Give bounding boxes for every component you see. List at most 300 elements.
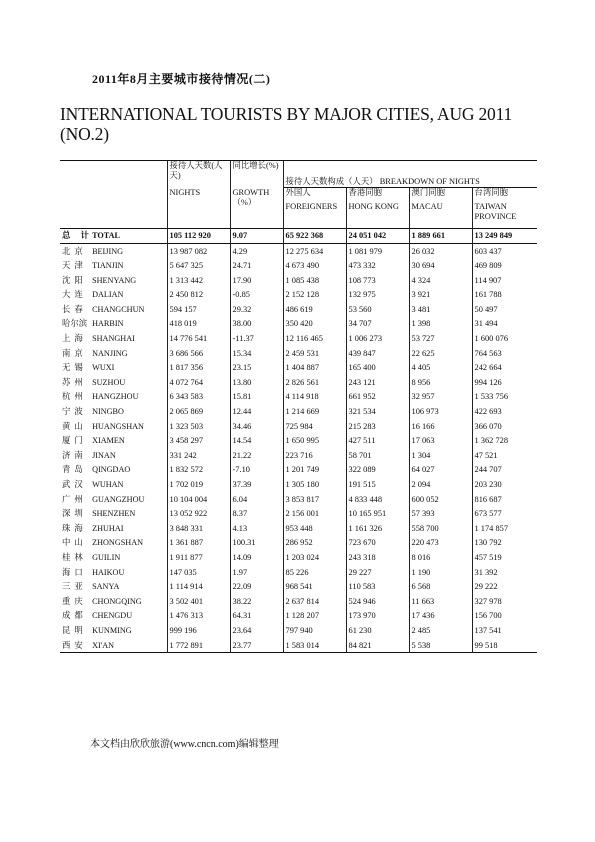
cell-hongkong: 1 006 273	[346, 331, 409, 346]
cell-growth: 23.64	[230, 623, 283, 638]
city-name	[60, 462, 167, 477]
cell-hongkong: 322 089	[346, 462, 409, 477]
table-row	[60, 623, 537, 638]
table-row	[60, 477, 537, 492]
cell-macau: 220 473	[409, 535, 472, 550]
cell-nights: 2 450 812	[167, 287, 230, 302]
cell-hongkong: 58 701	[346, 448, 409, 463]
city-name	[60, 404, 167, 419]
cell-nights: 147 035	[167, 565, 230, 580]
cell-nights: 10 104 004	[167, 492, 230, 507]
header-foreigners-cn: 外国人	[285, 188, 311, 197]
city-name-cn: 苏州	[62, 377, 87, 387]
cell-hongkong: 524 946	[346, 594, 409, 609]
city-name-cn: 杭州	[62, 392, 87, 402]
city-name	[60, 331, 167, 346]
city-name	[60, 244, 167, 259]
cell-growth: 22.09	[230, 579, 283, 594]
table-row	[60, 360, 537, 375]
cell-foreigners: 1 650 995	[283, 433, 346, 448]
city-name-en: WUHAN	[92, 480, 124, 489]
cell-foreigners: 486 619	[283, 302, 346, 317]
cell-growth: 15.34	[230, 346, 283, 361]
table-row	[60, 638, 537, 653]
cell-hongkong: 84 821	[346, 638, 409, 653]
cell-hongkong: 439 847	[346, 346, 409, 361]
table-row	[60, 448, 537, 463]
cell-hongkong: 34 707	[346, 316, 409, 331]
city-name-en: WUXI	[92, 363, 115, 373]
cell-hongkong: 473 332	[346, 258, 409, 273]
city-name-en: SHANGHAI	[92, 334, 135, 344]
city-name-cn: 南京	[62, 348, 87, 358]
cell-taiwan: 603 437	[472, 244, 537, 259]
city-name	[60, 565, 167, 580]
table-row	[60, 565, 537, 580]
cell-taiwan: 161 788	[472, 287, 537, 302]
city-name-en: HARBIN	[92, 319, 124, 329]
header-macau-en: MACAU	[411, 202, 443, 211]
header-macau	[409, 188, 472, 223]
cell-nights: 3 848 331	[167, 521, 230, 536]
city-name-cn: 桂林	[62, 552, 87, 562]
city-name	[60, 579, 167, 594]
header-nights-en: NIGHTS	[167, 188, 230, 223]
cell-hongkong: 165 400	[346, 360, 409, 375]
cell-growth: 14.09	[230, 550, 283, 565]
table-row	[60, 258, 537, 273]
cell-growth: 38.22	[230, 594, 283, 609]
city-name-cn: 北京	[62, 246, 87, 256]
city-name-cn: 无锡	[62, 363, 87, 373]
cell-taiwan: 137 541	[472, 623, 537, 638]
city-name-en: XIAMEN	[92, 436, 125, 446]
header-hongkong-cn: 香港同胞	[348, 188, 382, 197]
cell-foreigners: 12 116 465	[283, 331, 346, 346]
cell-growth: -0.85	[230, 287, 283, 302]
cell-nights: 4 072 764	[167, 375, 230, 390]
table-row	[60, 579, 537, 594]
cell-nights: 594 157	[167, 302, 230, 317]
city-name	[60, 302, 167, 317]
cell-macau: 16 166	[409, 419, 472, 434]
cell-taiwan: 457 519	[472, 550, 537, 565]
city-name-cn: 昆明	[62, 625, 87, 635]
cell-growth: 29.32	[230, 302, 283, 317]
total-growth: 9.07	[230, 229, 283, 244]
cell-taiwan: 203 230	[472, 477, 537, 492]
cell-taiwan: 47 521	[472, 448, 537, 463]
cell-hongkong: 29 227	[346, 565, 409, 580]
cell-foreigners: 12 275 634	[283, 244, 346, 259]
city-name-en: NINGBO	[92, 407, 124, 417]
city-name-en: ZHUHAI	[92, 523, 124, 533]
cell-hongkong: 661 952	[346, 389, 409, 404]
cell-nights: 1 313 442	[167, 273, 230, 288]
cell-growth: 4.13	[230, 521, 283, 536]
cell-growth: 34.46	[230, 419, 283, 434]
city-name-en: CHENGDU	[92, 611, 133, 621]
cell-foreigners: 223 716	[283, 448, 346, 463]
city-name-en: SHENZHEN	[92, 509, 136, 519]
city-name-en: HANGZHOU	[92, 392, 139, 402]
city-name-cn: 济南	[62, 450, 87, 460]
cell-nights: 1 323 503	[167, 419, 230, 434]
cell-macau: 1 398	[409, 316, 472, 331]
table-row	[60, 492, 537, 507]
total-macau: 1 889 661	[409, 229, 472, 244]
cell-nights: 1 911 877	[167, 550, 230, 565]
cell-hongkong: 173 970	[346, 608, 409, 623]
table-row	[60, 419, 537, 434]
city-name-en: KUNMING	[92, 625, 132, 635]
cell-macau: 2 485	[409, 623, 472, 638]
cell-taiwan: 31 494	[472, 316, 537, 331]
header-taiwan	[472, 188, 537, 223]
cell-foreigners: 2 459 531	[283, 346, 346, 361]
total-nights: 105 112 920	[167, 229, 230, 244]
city-name	[60, 389, 167, 404]
cell-nights: 3 458 297	[167, 433, 230, 448]
table-row	[60, 550, 537, 565]
cell-taiwan: 422 693	[472, 404, 537, 419]
cell-macau: 57 393	[409, 506, 472, 521]
cell-growth: 15.81	[230, 389, 283, 404]
city-name-cn: 深圳	[62, 509, 87, 519]
cell-taiwan: 327 978	[472, 594, 537, 609]
header-hongkong-en: HONG KONG	[348, 202, 399, 211]
cell-taiwan: 1 533 756	[472, 389, 537, 404]
cell-hongkong: 723 670	[346, 535, 409, 550]
cell-macau: 3 481	[409, 302, 472, 317]
city-name-cn: 沈阳	[62, 275, 87, 285]
city-name-en: GUANGZHOU	[92, 494, 145, 504]
city-name	[60, 287, 167, 302]
cell-hongkong: 215 283	[346, 419, 409, 434]
city-name-en: GUILIN	[92, 552, 121, 562]
cell-growth: 21.22	[230, 448, 283, 463]
table-row	[60, 608, 537, 623]
table-row	[60, 404, 537, 419]
city-name	[60, 360, 167, 375]
header-growth-unit: （%）	[232, 197, 257, 207]
table-row	[60, 433, 537, 448]
header-foreigners	[283, 188, 346, 223]
cell-macau: 5 538	[409, 638, 472, 653]
city-name-en: SUZHOU	[92, 377, 126, 387]
cell-nights: 14 776 541	[167, 331, 230, 346]
city-name-en: SANYA	[92, 582, 120, 592]
header-blank-2	[60, 188, 167, 223]
cell-taiwan: 99 518	[472, 638, 537, 653]
cell-macau: 3 921	[409, 287, 472, 302]
cell-foreigners: 2 152 128	[283, 287, 346, 302]
city-name-cn: 中山	[62, 538, 87, 548]
city-name-en: CHONGQING	[92, 596, 142, 606]
cell-foreigners: 4 114 918	[283, 389, 346, 404]
cell-macau: 4 324	[409, 273, 472, 288]
city-name	[60, 316, 167, 331]
cell-nights: 999 196	[167, 623, 230, 638]
city-name-en: QINGDAO	[92, 465, 131, 475]
header-growth-cn: 同比增长(%)	[230, 161, 283, 188]
city-name	[60, 506, 167, 521]
city-name	[60, 608, 167, 623]
cell-growth: 13.80	[230, 375, 283, 390]
cell-taiwan: 244 707	[472, 462, 537, 477]
cell-foreigners: 1 085 438	[283, 273, 346, 288]
cell-nights: 2 065 869	[167, 404, 230, 419]
cell-nights: 5 647 325	[167, 258, 230, 273]
cell-growth: 100.31	[230, 535, 283, 550]
cell-macau: 32 957	[409, 389, 472, 404]
total-label-cn: 总 计	[62, 230, 93, 240]
city-name-en: XI'AN	[92, 640, 115, 650]
city-name-cn: 上海	[62, 334, 87, 344]
city-name	[60, 623, 167, 638]
cell-foreigners: 3 853 817	[283, 492, 346, 507]
cell-foreigners: 1 583 014	[283, 638, 346, 653]
cell-macau: 11 663	[409, 594, 472, 609]
cell-nights: 418 019	[167, 316, 230, 331]
cell-taiwan: 673 577	[472, 506, 537, 521]
total-hongkong: 24 051 042	[346, 229, 409, 244]
cell-hongkong: 1 081 979	[346, 244, 409, 259]
total-row	[60, 229, 537, 244]
header-growth-en: GROWTH	[232, 187, 270, 197]
city-name-en: ZHONGSHAN	[92, 538, 144, 548]
cell-hongkong: 53 560	[346, 302, 409, 317]
cell-macau: 17 436	[409, 608, 472, 623]
cell-taiwan: 29 222	[472, 579, 537, 594]
cell-macau: 106 973	[409, 404, 472, 419]
cell-foreigners: 350 420	[283, 316, 346, 331]
cell-growth: 24.71	[230, 258, 283, 273]
cell-hongkong: 10 165 951	[346, 506, 409, 521]
cell-taiwan: 1 600 076	[472, 331, 537, 346]
cell-macau: 6 568	[409, 579, 472, 594]
city-name	[60, 550, 167, 565]
total-label	[60, 229, 167, 244]
city-name-en: JINAN	[92, 450, 116, 460]
city-name-cn: 宁波	[62, 407, 87, 417]
title-english: INTERNATIONAL TOURISTS BY MAJOR CITIES, AUG 2011 (NO.2)	[60, 104, 513, 144]
table-row	[60, 302, 537, 317]
city-name-cn: 武汉	[62, 480, 87, 489]
cell-growth: 23.77	[230, 638, 283, 653]
cell-growth: 4.29	[230, 244, 283, 259]
cell-growth: 17.90	[230, 273, 283, 288]
cell-nights: 1 817 356	[167, 360, 230, 375]
cell-foreigners: 1 214 669	[283, 404, 346, 419]
cell-foreigners: 2 637 814	[283, 594, 346, 609]
table-row	[60, 594, 537, 609]
cell-macau: 22 625	[409, 346, 472, 361]
cell-nights: 1 476 313	[167, 608, 230, 623]
city-name-cn: 长春	[62, 304, 87, 314]
cell-nights: 1 702 019	[167, 477, 230, 492]
cell-growth: -7.10	[230, 462, 283, 477]
cell-hongkong: 427 511	[346, 433, 409, 448]
city-name-en: SHENYANG	[92, 275, 137, 285]
cell-foreigners: 85 226	[283, 565, 346, 580]
city-name-cn: 三亚	[62, 582, 87, 592]
table-row	[60, 389, 537, 404]
cell-macau: 17 063	[409, 433, 472, 448]
city-name	[60, 535, 167, 550]
cell-macau: 26 032	[409, 244, 472, 259]
cell-taiwan: 156 700	[472, 608, 537, 623]
city-name-cn: 广州	[62, 494, 87, 504]
cell-macau: 30 694	[409, 258, 472, 273]
cell-growth: 14.54	[230, 433, 283, 448]
cell-macau: 8 016	[409, 550, 472, 565]
city-name	[60, 419, 167, 434]
cell-growth: 12.44	[230, 404, 283, 419]
cell-growth: -11.37	[230, 331, 283, 346]
cell-macau: 53 727	[409, 331, 472, 346]
city-name-en: NANJING	[92, 348, 128, 358]
cell-hongkong: 321 534	[346, 404, 409, 419]
table-row	[60, 535, 537, 550]
table-row	[60, 287, 537, 302]
city-name-cn: 厦门	[62, 436, 87, 446]
city-name	[60, 273, 167, 288]
cell-taiwan: 130 792	[472, 535, 537, 550]
city-name	[60, 346, 167, 361]
cell-macau: 64 027	[409, 462, 472, 477]
cell-foreigners: 2 156 001	[283, 506, 346, 521]
city-name-cn: 成都	[62, 611, 87, 621]
header-hongkong	[346, 188, 409, 223]
table-row	[60, 506, 537, 521]
table-row	[60, 316, 537, 331]
cell-hongkong: 243 121	[346, 375, 409, 390]
header-growth	[230, 188, 283, 223]
cell-foreigners: 1 201 749	[283, 462, 346, 477]
header-foreigners-en: FOREIGNERS	[285, 202, 338, 211]
city-name	[60, 521, 167, 536]
cell-macau: 1 304	[409, 448, 472, 463]
cell-hongkong: 61 230	[346, 623, 409, 638]
cell-growth: 64.31	[230, 608, 283, 623]
cell-growth: 23.15	[230, 360, 283, 375]
cell-foreigners: 4 673 490	[283, 258, 346, 273]
header-taiwan-en: TAIWAN PROVINCE	[474, 202, 517, 221]
city-name-cn: 西安	[62, 640, 87, 650]
header-breakdown: 接待人天数构成（人天） BREAKDOWN OF NIGHTS	[283, 161, 537, 188]
table-row	[60, 244, 537, 259]
cell-foreigners: 1 404 887	[283, 360, 346, 375]
cell-nights: 1 832 572	[167, 462, 230, 477]
cell-growth: 8.37	[230, 506, 283, 521]
table-row	[60, 462, 537, 477]
table-row	[60, 521, 537, 536]
cell-taiwan: 1 174 857	[472, 521, 537, 536]
table-row	[60, 375, 537, 390]
cell-hongkong: 110 583	[346, 579, 409, 594]
cell-taiwan: 1 362 728	[472, 433, 537, 448]
cell-nights: 331 242	[167, 448, 230, 463]
city-name-cn: 重庆	[62, 596, 87, 606]
cell-nights: 3 502 401	[167, 594, 230, 609]
cell-growth: 6.04	[230, 492, 283, 507]
cell-foreigners: 286 952	[283, 535, 346, 550]
city-name-en: TIANJIN	[92, 261, 124, 271]
cell-macau: 600 052	[409, 492, 472, 507]
city-name-en: HAIKOU	[92, 567, 125, 577]
city-name	[60, 492, 167, 507]
total-taiwan: 13 249 849	[472, 229, 537, 244]
cell-taiwan: 50 497	[472, 302, 537, 317]
city-name	[60, 638, 167, 653]
cell-taiwan: 242 664	[472, 360, 537, 375]
city-name-en: HUANGSHAN	[92, 421, 144, 431]
city-name	[60, 477, 167, 492]
city-name-cn: 黄山	[62, 421, 87, 431]
cell-hongkong: 4 833 448	[346, 492, 409, 507]
total-label-en: TOTAL	[92, 230, 121, 240]
cell-nights: 13 052 922	[167, 506, 230, 521]
cell-taiwan: 764 563	[472, 346, 537, 361]
cell-nights: 3 686 566	[167, 346, 230, 361]
cell-nights: 1 114 914	[167, 579, 230, 594]
cell-macau: 558 700	[409, 521, 472, 536]
footer-note: 本文档由欣欣旅游(www.cncn.com)编辑整理	[90, 739, 279, 750]
city-name-en: BEIJING	[92, 246, 124, 256]
tourist-table	[60, 160, 537, 653]
city-name-en: CHANGCHUN	[92, 304, 145, 314]
city-name	[60, 433, 167, 448]
header-macau-cn: 澳门同胞	[411, 188, 445, 197]
header-nights-cn: 接待人天数(人天)	[167, 161, 230, 188]
cell-nights: 1 361 887	[167, 535, 230, 550]
cell-foreigners: 2 826 561	[283, 375, 346, 390]
table-row	[60, 331, 537, 346]
cell-growth: 37.39	[230, 477, 283, 492]
total-foreigners: 65 922 368	[283, 229, 346, 244]
cell-foreigners: 1 305 180	[283, 477, 346, 492]
cell-taiwan: 469 809	[472, 258, 537, 273]
cell-taiwan: 366 070	[472, 419, 537, 434]
table-row	[60, 273, 537, 288]
city-name-cn: 海口	[62, 567, 87, 577]
cell-macau: 2 094	[409, 477, 472, 492]
city-name	[60, 594, 167, 609]
cell-foreigners: 797 940	[283, 623, 346, 638]
cell-hongkong: 1 161 326	[346, 521, 409, 536]
cell-growth: 1.97	[230, 565, 283, 580]
title-chinese: 2011年8月主要城市接待情况(二)	[92, 72, 271, 86]
cell-hongkong: 243 318	[346, 550, 409, 565]
cell-foreigners: 968 541	[283, 579, 346, 594]
cell-foreigners: 953 448	[283, 521, 346, 536]
city-name	[60, 258, 167, 273]
cell-taiwan: 114 907	[472, 273, 537, 288]
city-name-cn: 珠海	[62, 523, 87, 533]
cell-foreigners: 1 128 207	[283, 608, 346, 623]
cell-macau: 4 405	[409, 360, 472, 375]
city-name	[60, 375, 167, 390]
table-row	[60, 346, 537, 361]
city-name-en: DALIAN	[92, 290, 124, 300]
city-name-cn: 大连	[62, 290, 87, 300]
city-name-cn: 哈尔滨	[62, 319, 88, 329]
header-blank	[60, 161, 167, 188]
cell-nights: 6 343 583	[167, 389, 230, 404]
cell-nights: 1 772 891	[167, 638, 230, 653]
cell-growth: 38.00	[230, 316, 283, 331]
